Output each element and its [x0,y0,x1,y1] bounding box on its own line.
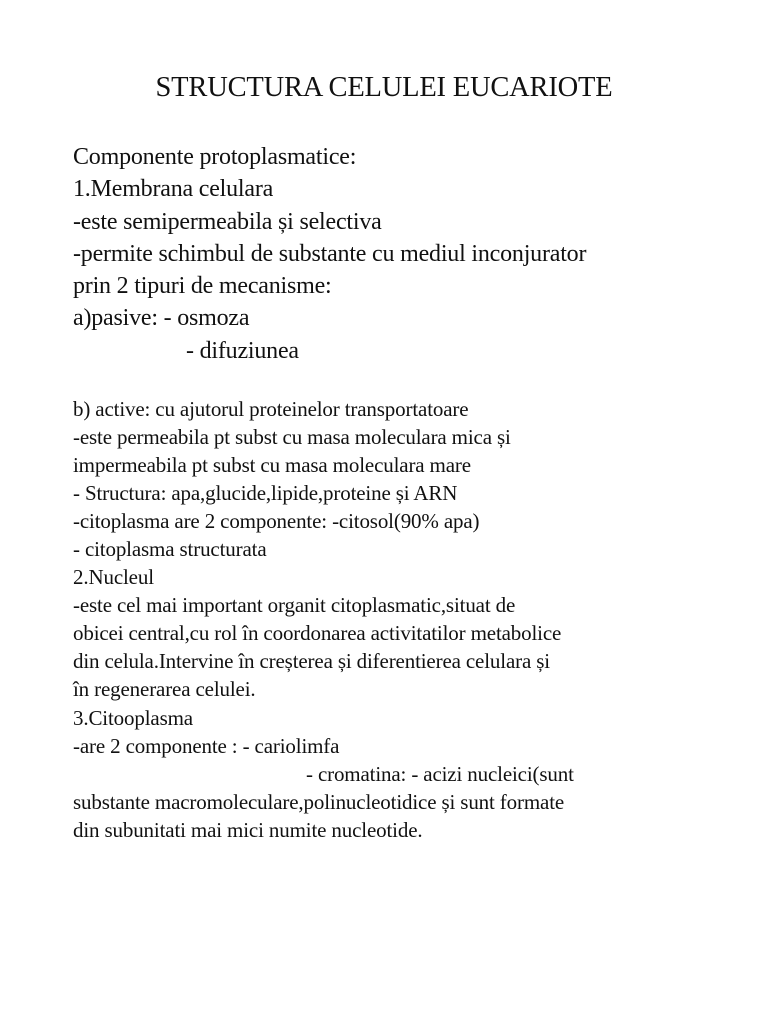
document-title: STRUCTURA CELULEI EUCARIOTE [155,72,613,103]
text-line: Componente protoplasmatice: [73,144,357,170]
text-line: - citoplasma structurata [73,537,267,562]
text-line: în regenerarea celulei. [73,677,256,702]
text-line: - difuziunea [186,337,299,364]
text-line: b) active: cu ajutorul proteinelor transportatoare [73,397,469,421]
text-line: 2.Nucleul [73,565,154,590]
text-line: 1.Membrana celulara [73,176,274,203]
text-line: -este semipermeabila și selectiva [73,208,382,235]
text-line: -este permeabila pt subst cu masa moleculara mica și [73,425,511,450]
text-line: din celula.Intervine în creșterea și diferentierea celulara și [73,649,550,674]
text-line: - Structura: apa,glucide,lipide,proteine și ARN [73,481,458,506]
text-line: substante macromoleculare,polinucleotidice și sunt formate [73,789,565,814]
text-line: - cromatina: - acizi nucleici(sunt [306,761,574,786]
text-line: impermeabila pt subst cu masa moleculara mare [73,453,471,478]
text-line: obicei central,cu rol în coordonarea activitatilor metabolice [73,621,562,646]
section-details [73,395,753,844]
text-line: a)pasive: - osmoza [73,305,250,332]
text-line: -citoplasma are 2 componente: -citosol(90% apa) [73,509,480,534]
text-line: 3.Citooplasma [73,705,193,730]
text-line: -este cel mai important organit citoplasmatic,situat de [73,593,516,618]
text-line: prin 2 tipuri de mecanisme: [73,273,332,300]
text-line: -permite schimbul de substante cu mediul inconjurator [73,240,587,267]
text-line: din subunitati mai mici numite nucleotide. [73,817,423,842]
text-line: -are 2 componente : - cariolimfa [73,733,340,758]
section-membrane [73,141,753,367]
